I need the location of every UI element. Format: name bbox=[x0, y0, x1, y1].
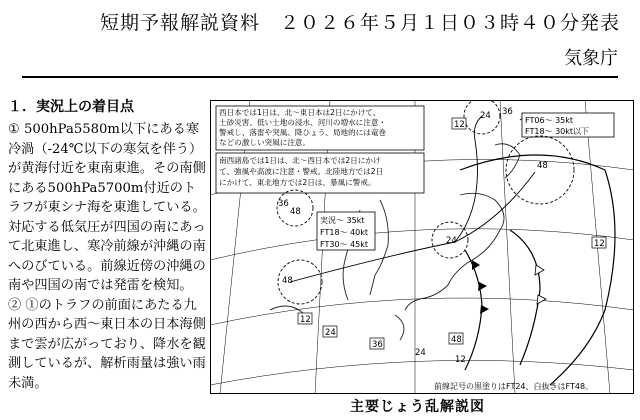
label-48-a: 48 bbox=[537, 161, 548, 171]
section-heading: １．実況上の着目点 bbox=[8, 99, 134, 115]
wind-center-line-3: FT30～ 45kt bbox=[320, 240, 369, 249]
label-48-d: 48 bbox=[451, 335, 462, 345]
wind-center-line-2: FT18～ 40kt bbox=[320, 228, 369, 237]
wind-center-line-1: 実況～ 35kt bbox=[320, 216, 365, 225]
page-title: 短期予報解説資料 ２０２６年５月１日０３時４０分発表 bbox=[100, 12, 621, 34]
label-12-b: 12 bbox=[594, 239, 605, 249]
disturbance-map bbox=[210, 100, 634, 394]
label-48-c: 48 bbox=[282, 276, 293, 286]
label-36-c: 36 bbox=[372, 340, 383, 350]
analysis-text bbox=[8, 120, 206, 393]
label-24-d: 24 bbox=[415, 348, 426, 358]
map-caption: 主要じょう乱解説図 bbox=[350, 399, 485, 415]
label-12-d: 12 bbox=[455, 355, 466, 365]
label-24-c: 24 bbox=[325, 328, 336, 338]
wind-box-center bbox=[317, 212, 375, 250]
label-36-a: 36 bbox=[502, 107, 513, 117]
analysis-paragraph-2: ② ①のトラフの前面にあたる九州の西から西～東日本の日本海側まで雲が広がっており、降水を観測しているが、解析雨量は強い雨未満。 bbox=[8, 297, 206, 391]
front-footnote: 前線記号の黒塗りはFT24、白抜きはFT48。 bbox=[434, 382, 594, 391]
label-24-b: 24 bbox=[446, 236, 457, 246]
wind-east-line-2: FT18～ 30kt以下 bbox=[525, 127, 590, 136]
note-west-line-4: などの激しい突風に注意。 bbox=[219, 138, 311, 147]
note-south-line-1: 南西諸島では1日は、北～西日本では2日にかけ bbox=[219, 156, 381, 165]
note-south-line-3: にかけて、東北地方では2日は、暴風に警戒。 bbox=[219, 178, 376, 187]
header-divider bbox=[22, 76, 618, 78]
analysis-paragraph-1: ① 500hPa5580m以下にある寒冷渦（-24℃以下の寒気を伴う）が黄海付近を東南東進。その南側にある500hPa5700m付近のトラフが東シナ海を東進している。対応する低気圧が四国の南にあって北東進し、寒冷前線が沖縄の南へのびている。前線近傍の沖縄の南や四国の南では発雷を検知。 bbox=[8, 122, 206, 293]
label-12-a: 12 bbox=[454, 120, 465, 130]
label-12-c: 12 bbox=[300, 315, 311, 325]
note-west-line-3: 警戒し、落雷や突風、降ひょう、局地的には竜巻 bbox=[219, 128, 387, 137]
label-24-a: 24 bbox=[480, 111, 491, 121]
note-west-line-1: 西日本では1日は、北～東日本は2日にかけて、 bbox=[219, 108, 381, 117]
wind-east-line-1: FT06～ 35kt bbox=[525, 116, 574, 125]
note-west-line-2: 土砂災害、低い土地の浸水、河川の増水に注意・ bbox=[219, 118, 387, 127]
warning-note-west bbox=[216, 106, 424, 150]
label-48-b: 48 bbox=[290, 207, 301, 217]
label-36-b: 36 bbox=[278, 199, 289, 209]
warning-note-south bbox=[216, 153, 424, 193]
note-south-line-2: て、強風や高波に注意・警戒。北陸地方では2日 bbox=[219, 167, 384, 176]
issuer-name: 気象庁 bbox=[564, 48, 618, 69]
wind-box-east bbox=[522, 113, 614, 137]
